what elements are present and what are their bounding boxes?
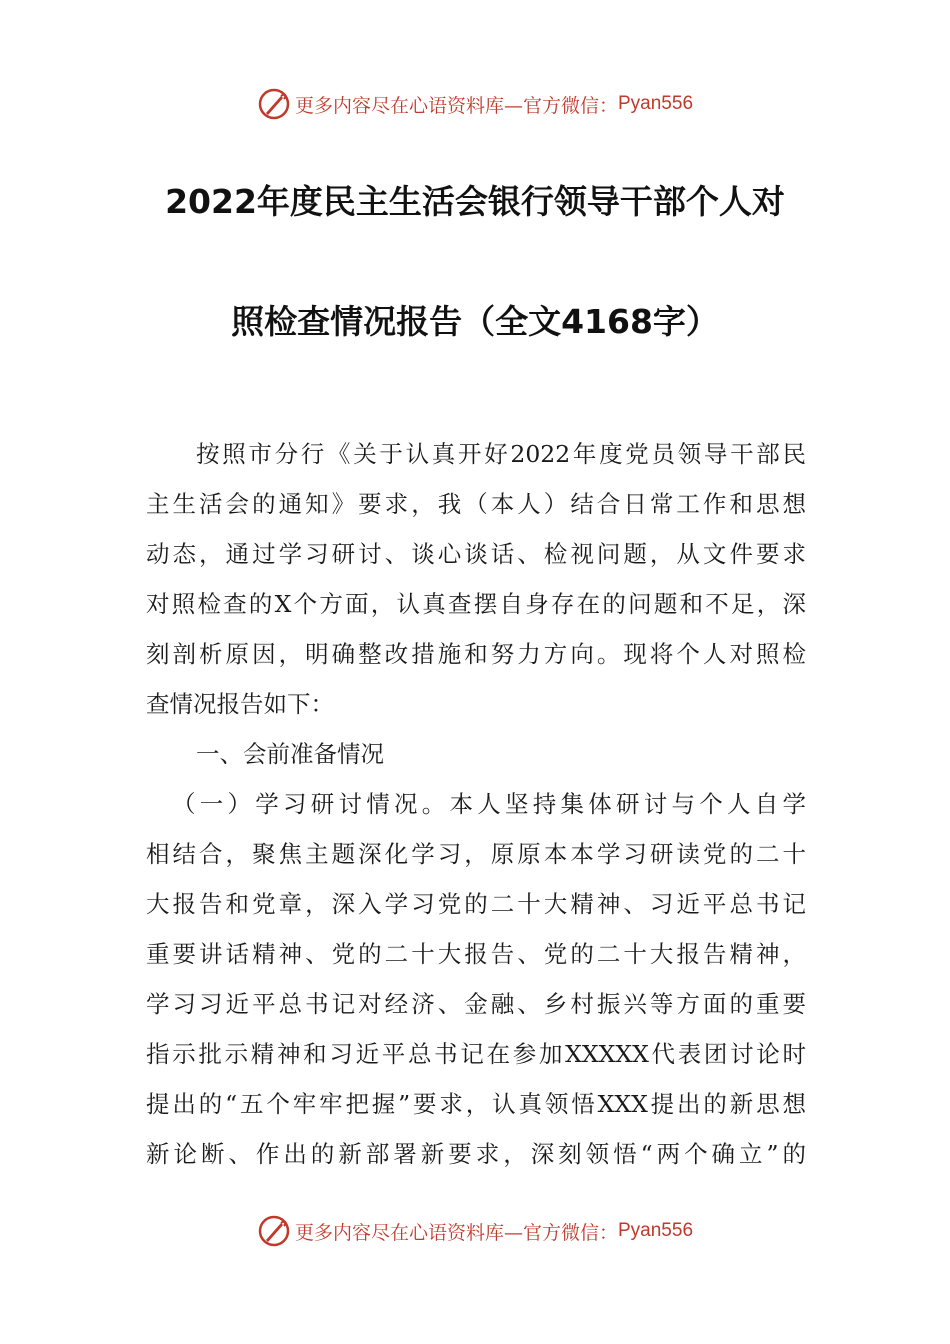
- body-line-1: 按照市分行《关于认真开好2022年度党员领导干部民: [196, 440, 806, 468]
- body-line-9: 相结合，聚焦主题深化学习，原原本本学习研读党的二十: [146, 840, 806, 868]
- body-line-13: 指示批示精神和习近平总书记在参加XXXXX代表团讨论时: [146, 1040, 806, 1068]
- watermark-text: 更多内容尽在心语资料库—官方微信：: [294, 94, 618, 117]
- body-line-14: 提出的“五个牢牢把握”要求，认真领悟XXX提出的新思想: [146, 1090, 806, 1118]
- body-line-4: 对照检查的X个方面，认真查摆自身存在的问题和不足，深: [146, 590, 806, 618]
- document-title-line-1: 2022年度民主生活会银行领导干部个人对: [165, 182, 785, 221]
- body-line-8: （一）学习研讨情况。本人坚持集体研讨与个人自学: [172, 790, 806, 818]
- header-watermark: [0, 84, 950, 124]
- body-line-2: 主生活会的通知》要求，我（本人）结合日常工作和思想: [146, 490, 806, 518]
- watermark-id: Pyan556: [618, 1220, 694, 1241]
- body-line-10: 大报告和党章，深入学习党的二十大精神、习近平总书记: [146, 890, 806, 918]
- body-line-15: 新论断、作出的新部署新要求，深刻领悟“两个确立”的: [146, 1140, 806, 1168]
- section-heading-1: 一、会前准备情况: [196, 740, 384, 768]
- watermark-id: Pyan556: [618, 93, 694, 114]
- body-line-6: 查情况报告如下：: [146, 690, 334, 718]
- body-line-3: 动态，通过学习研讨、谈心谈话、检视问题，从文件要求: [146, 540, 806, 568]
- body-line-5: 刻剖析原因，明确整改措施和努力方向。现将个人对照检: [146, 640, 806, 668]
- body-line-12: 学习习近平总书记对经济、金融、乡村振兴等方面的重要: [146, 990, 806, 1018]
- body-line-11: 重要讲话精神、党的二十大报告、党的二十大报告精神，: [146, 940, 806, 968]
- document-title-line-2: 照检查情况报告（全文4168字）: [231, 302, 719, 341]
- quill-logo-icon: [257, 1214, 291, 1248]
- quill-logo-icon: [257, 87, 291, 121]
- footer-watermark: [0, 1211, 950, 1251]
- watermark-text: 更多内容尽在心语资料库—官方微信：: [294, 1221, 618, 1244]
